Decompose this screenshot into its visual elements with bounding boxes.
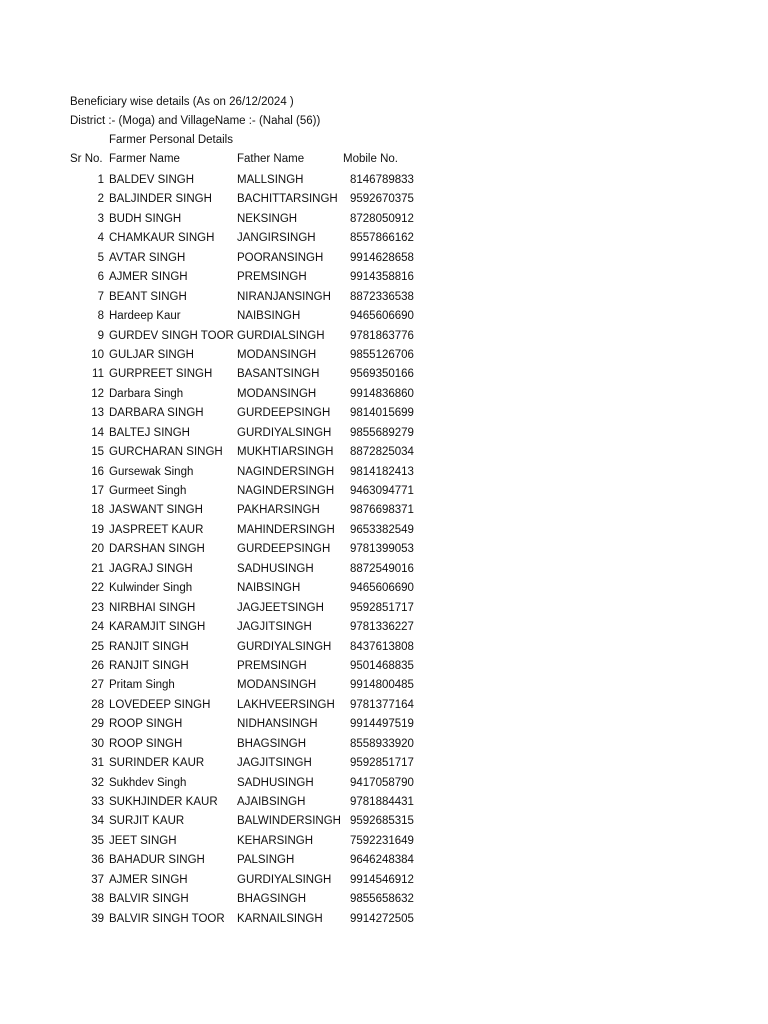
father-name-cell: BASANTSINGH [237,368,320,381]
sr-no-cell: 28 [91,698,104,711]
farmer-name-cell: GURPREET SINGH [109,368,213,381]
father-name-cell: JANGIRSINGH [237,232,316,245]
father-name-cell: MODANSINGH [237,348,317,361]
father-name-cell: MUKHTIARSINGH [237,446,334,459]
sr-no-cell: 15 [91,446,104,459]
farmer-name-cell: BALDEV SINGH [109,174,194,186]
father-name-cell: GURDEEPSINGH [237,543,331,556]
sr-no-cell: 39 [91,912,104,925]
farmer-name-cell: SURINDER KAUR [109,757,205,770]
mobile-no-cell: 9876698371 [350,504,414,517]
sr-no-cell: 35 [91,834,104,847]
sr-no-cell: 21 [91,562,104,575]
table-row [0,678,768,697]
sr-no-cell: 12 [91,387,104,400]
sr-no-cell: 27 [91,679,104,692]
farmer-name-cell: AJMER SINGH [109,271,188,284]
farmer-name-cell: DARBARA SINGH [109,407,204,420]
table-row [0,290,768,309]
farmer-name-cell: ROOP SINGH [109,737,183,750]
father-name-cell: NIDHANSINGH [237,718,318,731]
table-row [0,834,768,853]
mobile-no-cell: 9417058790 [350,776,414,789]
mobile-no-cell: 9914628658 [350,251,414,264]
farmer-name-cell: RANJIT SINGH [109,640,189,653]
table-row [0,484,768,503]
father-name-cell: BACHITTARSINGH [237,193,338,206]
farmer-name-cell: Kulwinder Singh [109,582,193,595]
sr-no-cell: 17 [91,485,104,497]
table-row [0,387,768,406]
table-row [0,717,768,736]
father-name-cell: BHAGSINGH [237,737,307,750]
farmer-name-cell: LOVEDEEP SINGH [109,698,211,711]
father-name-cell: BALWINDERSINGH [237,815,341,828]
farmer-name-cell: Hardeep Kaur [109,310,181,323]
father-name-cell: PAKHARSINGH [237,504,320,517]
sr-no-cell: 37 [91,873,104,886]
sr-no-cell: 31 [91,757,104,770]
father-name-cell: KARNAILSINGH [237,912,323,925]
sr-no-cell: 8 [97,310,104,323]
farmer-name-cell: AVTAR SINGH [109,251,186,264]
father-name-cell: NEKSINGH [237,212,298,225]
mobile-no-cell: 9592851717 [350,757,414,770]
sr-no-cell: 11 [92,368,104,381]
sr-no-cell: 24 [91,621,104,634]
mobile-no-cell: 8557866162 [350,232,414,245]
mobile-no-cell: 9914497519 [350,718,414,731]
mobile-no-cell: 8728050912 [350,212,414,225]
sr-no-cell: 22 [91,582,104,595]
mobile-no-cell: 8437613808 [350,640,414,653]
father-name-cell: PALSINGH [237,854,295,867]
farmer-name-cell: KARAMJIT SINGH [109,621,206,634]
sr-no-cell: 2 [97,193,104,206]
father-name-cell: JAGJITSINGH [237,757,312,770]
table-row [0,503,768,522]
mobile-no-cell: 9914800485 [350,679,414,692]
sr-no-cell: 20 [91,543,104,556]
farmer-name-cell: JAGRAJ SINGH [109,562,193,575]
farmer-name-cell: ROOP SINGH [109,718,183,731]
farmer-name-cell: CHAMKAUR SINGH [109,232,215,245]
farmer-name-cell: BALVIR SINGH [109,893,189,906]
sr-no-cell: 29 [91,718,104,731]
table-row [0,640,768,659]
mobile-no-cell: 9646248384 [350,854,414,867]
sr-no-cell: 7 [97,290,104,303]
mobile-no-cell: 9465606690 [350,310,414,323]
farmer-name-cell: Sukhdev Singh [109,776,187,789]
sr-no-cell: 19 [91,523,104,536]
mobile-no-cell: 9914836860 [350,387,414,400]
father-name-cell: GURDIYALSINGH [237,640,332,653]
father-name-cell: SADHUSINGH [237,776,314,789]
father-name-cell: GURDIYALSINGH [237,873,332,886]
mobile-no-cell: 8872336538 [350,290,414,303]
mobile-no-cell: 9465606690 [350,582,414,595]
father-name-cell: BHAGSINGH [237,893,307,906]
mobile-no-cell: 9855658632 [350,893,414,906]
sr-no-cell: 38 [91,893,104,906]
farmer-name-cell: Gurmeet Singh [109,485,187,497]
table-row [0,192,768,211]
father-name-cell: POORANSINGH [237,251,324,264]
mobile-no-cell: 9781399053 [350,543,414,556]
father-name-cell: GURDIALSINGH [237,329,325,342]
mobile-no-cell: 8872549016 [350,562,414,575]
sr-no-cell: 1 [97,174,104,186]
mobile-no-cell: 9569350166 [350,368,414,381]
father-name-cell: JAGJEETSINGH [237,601,324,614]
table-row [0,231,768,250]
table-row [0,776,768,795]
column-header-mobile-no: Mobile No. [343,153,398,165]
farmer-name-cell: AJMER SINGH [109,873,188,886]
table-row [0,581,768,600]
father-name-cell: SADHUSINGH [237,562,314,575]
sr-no-cell: 5 [97,251,104,264]
sr-no-cell: 23 [91,601,104,614]
mobile-no-cell: 8558933920 [350,737,414,750]
sr-no-cell: 36 [91,854,104,867]
mobile-no-cell: 9914546912 [350,873,414,886]
farmer-name-cell: Gursewak Singh [109,465,194,478]
farmer-name-cell: DARSHAN SINGH [109,543,205,556]
father-name-cell: KEHARSINGH [237,834,314,847]
table-row [0,892,768,911]
table-row [0,270,768,289]
column-header-sr-no: Sr No. [70,153,103,165]
sr-no-cell: 16 [91,465,104,478]
table-row [0,251,768,270]
mobile-no-cell: 9855126706 [350,348,414,361]
table-row [0,465,768,484]
table-row [0,873,768,892]
mobile-no-cell: 9814182413 [350,465,414,478]
farmer-name-cell: BEANT SINGH [109,290,187,303]
table-row [0,853,768,872]
farmer-name-cell: JEET SINGH [109,834,177,847]
table-row [0,795,768,814]
farmer-name-cell: BALJINDER SINGH [109,193,212,206]
farmer-name-cell: SURJIT KAUR [109,815,185,828]
sr-no-cell: 13 [91,407,104,420]
father-name-cell: PREMSINGH [237,659,307,672]
sr-no-cell: 32 [91,776,104,789]
mobile-no-cell: 9781863776 [350,329,414,342]
sr-no-cell: 33 [91,796,104,808]
sr-no-cell: 25 [91,640,104,653]
sr-no-cell: 14 [91,426,104,439]
mobile-no-cell: 8872825034 [350,446,414,459]
mobile-no-cell: 9914272505 [350,912,414,925]
column-header-father-name: Father Name [237,153,305,165]
table-row [0,523,768,542]
sr-no-cell: 34 [91,815,104,828]
sr-no-cell: 4 [97,232,104,245]
mobile-no-cell: 9653382549 [350,523,414,536]
mobile-no-cell: 9781377164 [350,698,414,711]
farmer-name-cell: BALTEJ SINGH [109,426,190,439]
farmer-name-cell: SUKHJINDER KAUR [109,796,218,808]
mobile-no-cell: 8146789833 [350,174,414,186]
mobile-no-cell: 9855689279 [350,426,414,439]
farmer-name-cell: JASPREET KAUR [109,523,204,536]
father-name-cell: MODANSINGH [237,387,317,400]
father-name-cell: MODANSINGH [237,679,317,692]
sr-no-cell: 26 [91,659,104,672]
table-row [0,620,768,639]
table-row [0,698,768,717]
father-name-cell: NAIBSINGH [237,310,301,323]
table-row [0,756,768,775]
father-name-cell: GURDEEPSINGH [237,407,331,420]
father-name-cell: NAIBSINGH [237,582,301,595]
table-row [0,329,768,348]
sr-no-cell: 18 [91,504,104,517]
table-row [0,659,768,678]
table-row [0,406,768,425]
farmer-name-cell: JASWANT SINGH [109,504,203,517]
sr-no-cell: 30 [91,737,104,750]
table-row [0,367,768,386]
table-row [0,542,768,561]
table-row [0,445,768,464]
table-row [0,348,768,367]
father-name-cell: NAGINDERSINGH [237,485,335,497]
table-row [0,601,768,620]
sr-no-cell: 10 [91,348,104,361]
farmer-name-cell: BUDH SINGH [109,212,182,225]
father-name-cell: LAKHVEERSINGH [237,698,335,711]
father-name-cell: MALLSINGH [237,174,304,186]
district-village-line: District :- (Moga) and VillageName :- (Nahal (56)) [70,115,321,127]
table-row [0,814,768,833]
farmer-name-cell: BALVIR SINGH TOOR [109,912,225,925]
farmer-name-cell: RANJIT SINGH [109,659,189,672]
mobile-no-cell: 7592231649 [350,834,414,847]
report-title: Beneficiary wise details (As on 26/12/2024 ) [70,96,294,108]
table-row [0,562,768,581]
father-name-cell: JAGJITSINGH [237,621,312,634]
mobile-no-cell: 9592851717 [350,601,414,614]
farmer-name-cell: NIRBHAI SINGH [109,601,196,614]
mobile-no-cell: 9781884431 [350,796,414,808]
mobile-no-cell: 9592670375 [350,193,414,206]
section-heading: Farmer Personal Details [109,134,233,146]
table-row [0,173,768,192]
farmer-name-cell: BAHADUR SINGH [109,854,205,867]
table-row [0,426,768,445]
sr-no-cell: 6 [97,271,104,284]
column-header-farmer-name: Farmer Name [109,153,180,165]
beneficiary-table-body [0,173,768,931]
mobile-no-cell: 9463094771 [350,485,414,497]
table-row [0,737,768,756]
father-name-cell: MAHINDERSINGH [237,523,335,536]
father-name-cell: PREMSINGH [237,271,307,284]
table-row [0,212,768,231]
farmer-name-cell: GURCHARAN SINGH [109,446,223,459]
mobile-no-cell: 9781336227 [350,621,414,634]
table-row [0,309,768,328]
table-row [0,912,768,931]
father-name-cell: GURDIYALSINGH [237,426,332,439]
farmer-name-cell: Darbara Singh [109,387,184,400]
farmer-name-cell: GURDEV SINGH TOOR [109,329,234,342]
father-name-cell: AJAIBSINGH [237,796,306,808]
mobile-no-cell: 9592685315 [350,815,414,828]
sr-no-cell: 3 [97,212,104,225]
mobile-no-cell: 9501468835 [350,659,414,672]
sr-no-cell: 9 [97,329,104,342]
farmer-name-cell: GULJAR SINGH [109,348,194,361]
mobile-no-cell: 9914358816 [350,271,414,284]
farmer-name-cell: Pritam Singh [109,679,175,692]
mobile-no-cell: 9814015699 [350,407,414,420]
father-name-cell: NAGINDERSINGH [237,465,335,478]
father-name-cell: NIRANJANSINGH [237,290,331,303]
